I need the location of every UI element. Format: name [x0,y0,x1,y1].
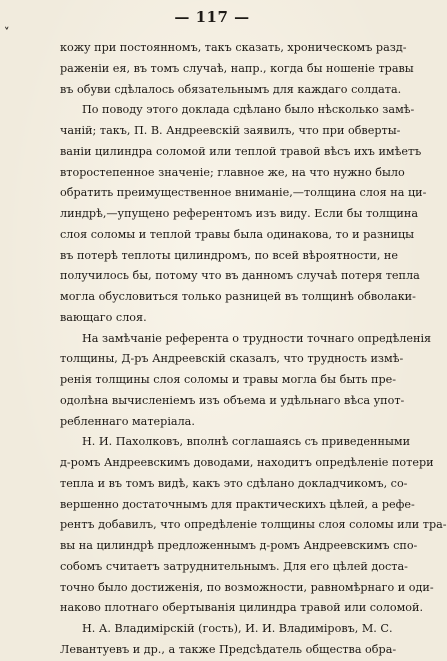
text-line: одолѣна вычисленіемъ изъ объема и удѣльнаго вѣса упот- [60,393,405,407]
text-line: раженіи ея, въ томъ случаѣ, напр., когда бы ношеніе травы [60,61,414,75]
body-text [60,38,447,661]
text-line: линдрѣ,—упущено референтомъ изъ виду. Если бы толщина [60,207,418,220]
paragraph [60,38,414,100]
paragraph [60,619,397,661]
text-line: въ обуви сдѣлалось обязательнымъ для каждаго солдата. [60,82,402,96]
text-line: д-ромъ Андреевскимъ доводами, находитъ опредѣленіе потери [60,456,434,469]
text-line: въ потерѣ теплоты цилиндромъ, по всей вѣроятности, не [60,248,399,262]
text-line: На замѣчаніе референта о трудности точнаго опредѣленія [82,331,432,345]
text-line: Левантуевъ и др., а также Предсѣдатель общества обра- [60,642,397,656]
text-line: получилось бы, потому что въ данномъ случаѣ потеря тепла [60,269,420,283]
text-line: толщины, Д-ръ Андреевскій сказалъ, что трудность измѣ- [60,352,404,366]
text-line: кожу при постоянномъ, такъ сказать, хроническомъ разд- [60,41,407,54]
text-line: вы на цилиндрѣ предложеннымъ д-ромъ Андреевскимъ спо- [60,539,418,552]
text-line: могла обусловиться только разницей въ толщинѣ обволаки- [60,290,416,303]
text-line: вающаго слоя. [60,310,147,324]
text-line: собомъ считаетъ затруднительнымъ. Для его цѣлей доста- [60,559,408,573]
text-line: ваніи цилиндра соломой или теплой травой вѣсъ ихъ имѣетъ [60,144,422,158]
text-line: тепла и въ томъ видѣ, какъ это сдѣлано докладчикомъ, со- [60,476,408,490]
text-line: ренія толщины слоя соломы и травы могла бы быть пре- [60,373,397,386]
text-line: чаній; такъ, П. В. Андреевскій заявилъ, что при обверты- [60,124,401,137]
text-line: Н. А. Владимірскій (гость), И. И. Владиміровъ, М. С. [82,622,393,635]
text-line: наково плотнаго обертыванія цилиндра травой или соломой. [60,601,424,615]
page-number: — 117 — [174,8,250,26]
text-line: точно было достиженія, по возможности, равномѣрнаго и оди- [60,580,434,594]
text-line: Н. И. Пахолковъ, вполнѣ соглашаясь съ приведенными [82,435,411,449]
text-line: вершенно достаточнымъ для практическихъ цѣлей, а рефе- [60,497,415,511]
paragraph [60,100,427,328]
text-line: По поводу этого доклада сдѣлано было нѣсколько замѣ- [82,103,415,117]
paragraph [60,329,432,433]
text-line: второстепенное значеніе; главное же, на что нужно было [60,165,405,179]
text-line: слоя соломы и теплой травы была одинакова, то и разницы [60,227,415,241]
text-line: ребленнаго матеріала. [60,414,195,428]
text-line: рентъ добавилъ, что опредѣленіе толщины слоя соломы или тра- [60,518,447,532]
margin-mark: ˅ [4,26,10,39]
paragraph [60,432,447,619]
text-line: обратить преимущественное вниманіе,—толщина слоя на ци- [60,186,427,200]
